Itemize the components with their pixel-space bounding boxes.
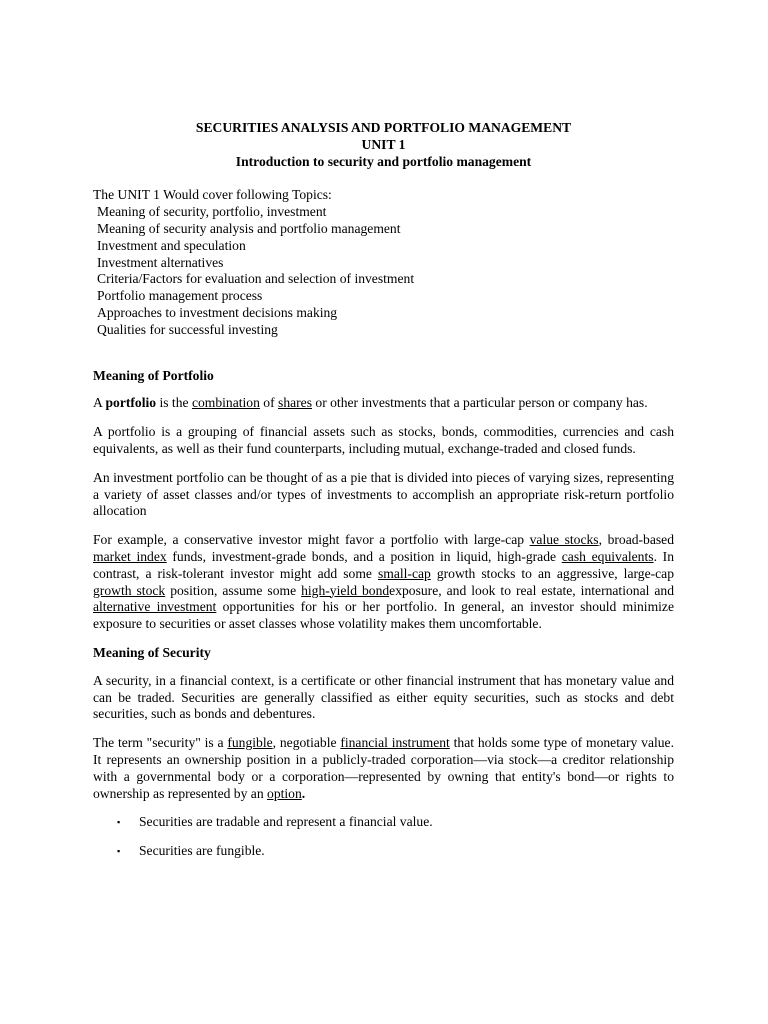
text-run: or other investments that a particular person or company has. bbox=[312, 395, 648, 411]
text-run: is the bbox=[156, 395, 192, 411]
portfolio-paragraph-2: A portfolio is a grouping of financial assets such as stocks, bonds, commodities, currencies and cash equivalents, as well as their fund counterparts, including mutual, exchange-traded and closed funds. bbox=[93, 424, 674, 456]
text-run: . In contrast, a risk-tolerant investor might add some bbox=[93, 548, 675, 581]
link-growth-stock[interactable]: growth stock bbox=[93, 582, 166, 598]
link-alternative-investment[interactable]: alternative investment bbox=[93, 599, 217, 615]
text-run: , negotiable bbox=[272, 735, 341, 751]
portfolio-paragraph-4 bbox=[93, 532, 674, 633]
topic-item: Meaning of security analysis and portfolio management bbox=[97, 220, 401, 236]
security-heading: Meaning of Security bbox=[93, 644, 211, 660]
security-bullet-list bbox=[93, 814, 674, 860]
topic-item: Investment and speculation bbox=[97, 237, 246, 253]
link-high-yield-bond[interactable]: high-yield bond bbox=[301, 582, 390, 598]
link-small-cap[interactable]: small-cap bbox=[377, 565, 431, 581]
document-page bbox=[93, 120, 674, 860]
link-financial-instrument[interactable]: financial instrument bbox=[340, 735, 450, 751]
topic-item: Criteria/Factors for evaluation and selection of investment bbox=[97, 271, 415, 287]
topic-item: Investment alternatives bbox=[97, 254, 224, 270]
list-item-text: Securities are fungible. bbox=[139, 843, 265, 859]
link-value-stocks[interactable]: value stocks bbox=[529, 532, 599, 548]
document-title bbox=[93, 120, 674, 170]
link-option[interactable]: option bbox=[267, 785, 302, 801]
topic-item: Qualities for successful investing bbox=[97, 321, 278, 337]
text-run: For example, a conservative investor might favor a portfolio with large-cap bbox=[93, 532, 530, 548]
text-run: that holds some type of monetary value. It represents an ownership position in a publicly-traded corporation—via stock—a creditor relationship with a governmental body or a corporation—represented by owning that entity's bond—or rights to ownership as represented by an bbox=[93, 735, 674, 801]
list-item-text: Securities are tradable and represent a financial value. bbox=[139, 814, 433, 830]
topic-item: Meaning of security, portfolio, investment bbox=[97, 204, 327, 220]
text-run: of bbox=[259, 395, 279, 411]
security-paragraph-2 bbox=[93, 735, 674, 802]
text-run: , broad-based bbox=[598, 532, 675, 548]
text-run: The term "security" is a bbox=[93, 735, 228, 751]
topics-intro: The UNIT 1 Would cover following Topics: bbox=[93, 187, 332, 203]
text-run: position, assume some bbox=[165, 582, 302, 598]
bullet-square-icon: ▪ bbox=[117, 846, 121, 857]
link-combination[interactable]: combination bbox=[191, 395, 260, 411]
topic-item: Portfolio management process bbox=[97, 288, 263, 304]
text-run: A bbox=[93, 395, 106, 411]
topics-list bbox=[93, 187, 674, 338]
title-subtitle: Introduction to security and portfolio management bbox=[235, 153, 532, 169]
link-market-index[interactable]: market index bbox=[93, 548, 167, 564]
title-main: SECURITIES ANALYSIS AND PORTFOLIO MANAGEMENT bbox=[195, 120, 572, 135]
text-run: opportunities for his or her portfolio. In general, an investor should minimize exposure to securities or asset classes whose volatility makes them uncomfortable. bbox=[93, 599, 675, 632]
portfolio-paragraph-1 bbox=[93, 395, 674, 412]
bullet-square-icon: ▪ bbox=[117, 817, 121, 828]
portfolio-heading: Meaning of Portfolio bbox=[93, 367, 214, 383]
security-paragraph-1: A security, in a financial context, is a certificate or other financial instrument that has monetary value and can be traded. Securities are generally classified as either equity securities, such as stocks and debt securities, such as bonds and debentures. bbox=[93, 672, 674, 722]
link-fungible[interactable]: fungible bbox=[227, 735, 273, 751]
portfolio-paragraph-3: An investment portfolio can be thought of as a pie that is divided into pieces of varying sizes, representing a variety of asset classes and/or types of investments to accomplish an appropriate risk-return portfolio allocation bbox=[93, 469, 674, 519]
text-run: growth stocks to an aggressive, large-cap bbox=[430, 565, 674, 581]
portfolio-term: portfolio bbox=[105, 395, 157, 411]
link-cash-equivalents[interactable]: cash equivalents bbox=[561, 548, 654, 564]
topic-item: Approaches to investment decisions making bbox=[97, 304, 338, 320]
text-run: exposure, and look to real estate, international and bbox=[389, 582, 675, 598]
text-run: . bbox=[301, 785, 306, 801]
list-item bbox=[93, 814, 674, 831]
title-unit: UNIT 1 bbox=[361, 136, 406, 152]
list-item bbox=[93, 843, 674, 860]
text-run: funds, investment-grade bonds, and a position in liquid, high-grade bbox=[166, 548, 562, 564]
link-shares[interactable]: shares bbox=[278, 395, 313, 411]
